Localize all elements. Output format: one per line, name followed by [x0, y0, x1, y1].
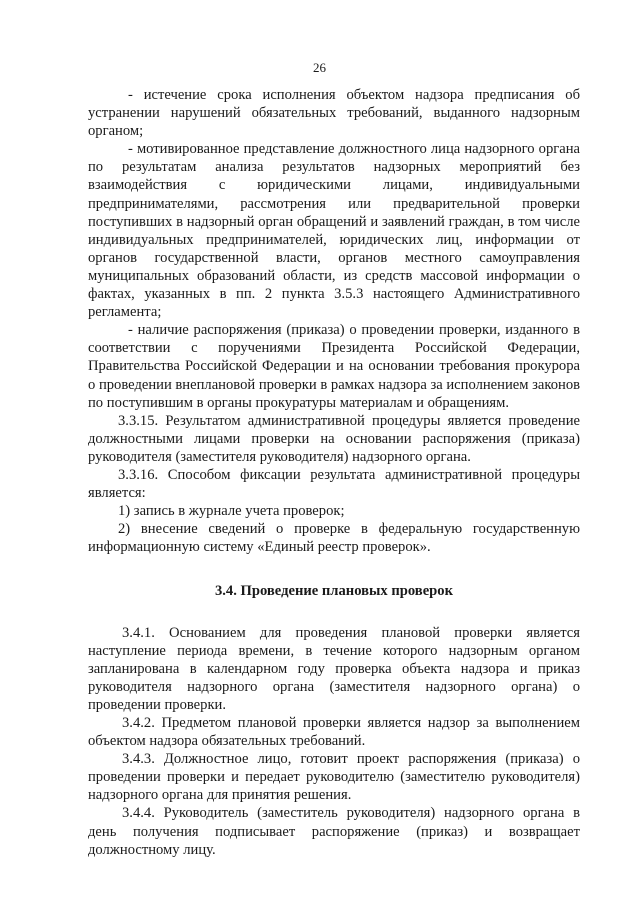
paragraph-3-3-15: 3.3.15. Результатом административной процедуры является проведение должностными лицами проверки на основании распоряжения (приказа) руководителя (заместителя руководителя) надзорного органа. [88, 412, 580, 465]
paragraph-3-4-3: 3.4.3. Должностное лицо, готовит проект распоряжения (приказа) о проведении проверки и передает руководителю (заместителю руководителя) надзорного органа для принятия решения. [88, 751, 580, 804]
paragraph-motivated-submission: - мотивированное представление должностного лица надзорного органа по результатам анализа результатов надзорных мероприятий без взаимодействия с юридическими лицами, индивидуальными предпринимателями, рассмотрения или предварительной проверки поступивших в надзорный орган обращений и заявлений граждан, в том числе индивидуальных предпринимателей, юридических лиц, информации от органов государственной власти, органов местного самоуправления муниципальных образований области, из средств массовой информации о фактах, указанных в пп. 2 пункта 3.5.3 настоящего Административного регламента; [88, 141, 580, 321]
paragraph-3-4-4: 3.4.4. Руководитель (заместитель руководителя) надзорного органа в день получения подписывает распоряжение (приказ) и возвращает должностному лицу. [88, 805, 580, 858]
section-heading: 3.4. Проведение плановых проверок [214, 583, 453, 600]
paragraph-deadline-expiry: - истечение срока исполнения объектом надзора предписания об устранении нарушений обязательных требований, выданного надзорным органом; [88, 87, 580, 140]
paragraph-3-3-16: 3.3.16. Способом фиксации результата административной процедуры является: [88, 466, 580, 502]
paragraph-order-presence: - наличие распоряжения (приказа) о проведении проверки, изданного в соответствии с поручениями Президента Российской Федерации, Правительства Российской Федерации и на основании требования прокурора о проведении внеплановой проверки в рамках надзора за исполнением законов по поступившим в органы прокуратуры материалам и обращениям. [88, 322, 581, 411]
document-body [88, 86, 580, 859]
paragraph-3-4-1: 3.4.1. Основанием для проведения плановой проверки является наступление периода времени, в течение которого надзорным органом запланирована в календарном году проверка объекта надзора и приказ руководителя надзорного органа (заместителя надзорного органа) о проведении проверки. [88, 624, 580, 713]
list-item-journal-record: 1) запись в журнале учета проверок; [118, 503, 345, 520]
list-item-registry-entry: 2) внесение сведений о проверке в федеральную государственную информационную систему «Единый реестр проверок». [88, 521, 580, 556]
paragraph-3-4-2: 3.4.2. Предметом плановой проверки является надзор за выполнением объектом надзора обязательных требований. [88, 715, 580, 750]
page-number: 26 [313, 60, 326, 75]
